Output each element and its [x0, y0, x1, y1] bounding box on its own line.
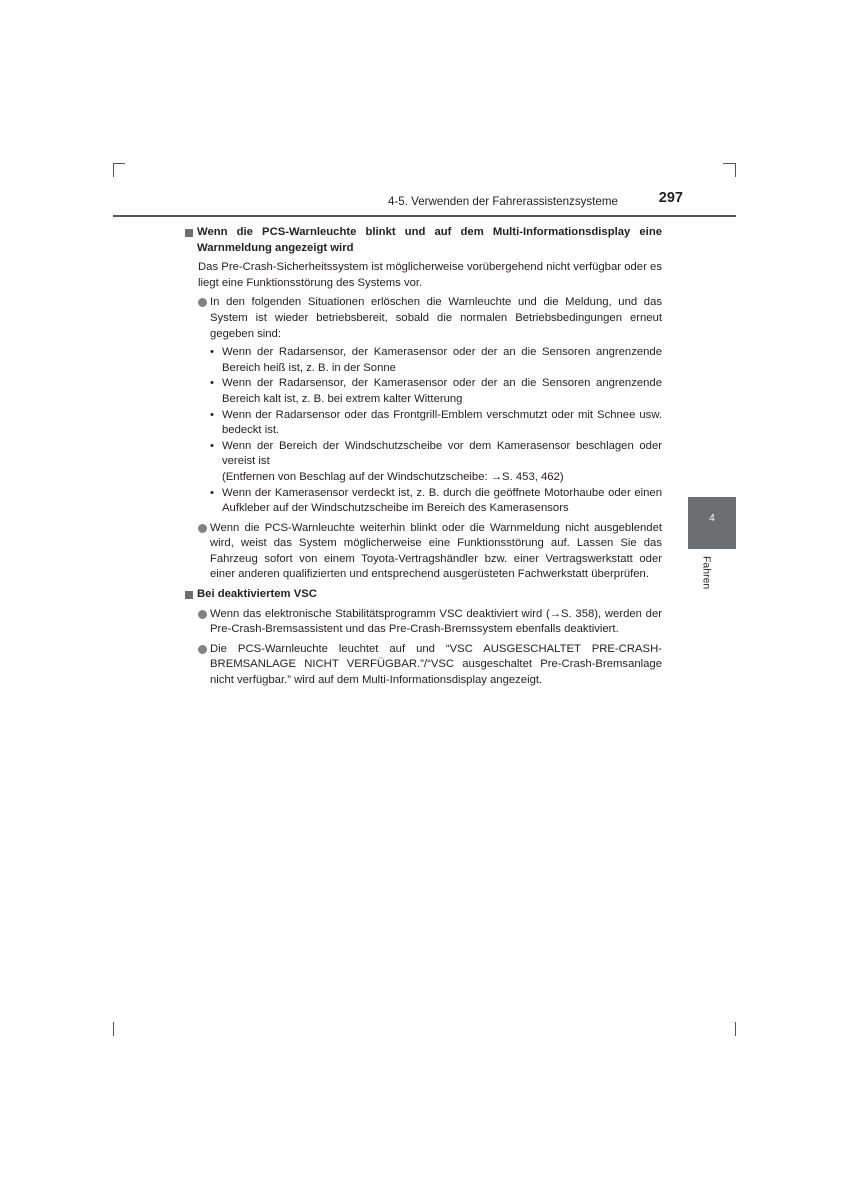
sub-list-item-text: Wenn der Radarsensor, der Kamerasensor oder der an die Sensoren angrenzende Bereich kalt ist, z. B. bei extrem kalter Witterung	[222, 377, 662, 405]
chapter-label: Fahren	[700, 556, 713, 590]
chapter-tab	[688, 497, 736, 549]
dot-bullet-icon: •	[210, 408, 214, 421]
sub-list-item	[185, 486, 662, 517]
list-item	[185, 521, 662, 583]
sub-list-item	[185, 345, 662, 376]
sub-list-item-text: Wenn der Radarsensor, der Kamerasensor oder der an die Sensoren angrenzende Bereich heiß ist, z. B. in der Sonne	[222, 346, 662, 374]
page-reference-note: (Entfernen von Beschlag auf der Windschutzscheibe: →S. 453, 462)	[222, 470, 564, 483]
chapter-number: 4	[709, 513, 715, 524]
list-item-text: In den folgenden Situationen erlöschen die Warnleuchte und die Meldung, und das System ist wieder betriebsbereit, sobald die normalen Betriebsbedingungen erneut gegeben sind:	[210, 296, 662, 340]
crop-mark-top-left-h	[113, 163, 125, 164]
sub-list-item	[185, 376, 662, 407]
section-heading	[185, 587, 662, 603]
circle-bullet-icon	[198, 610, 207, 619]
sub-list-item-text: Wenn der Kamerasensor verdeckt ist, z. B. durch die geöffnete Motorhaube oder einen Aufkleber auf der Windschutzscheibe im Bereich des Kamerasensors	[222, 486, 662, 515]
list-item-text: Wenn das elektronische Stabilitätsprogramm VSC deaktiviert wird (→S. 358), werden der Pre-Crash-Bremsassistent und das Pre-Crash-Bremssystem ebenfalls deaktiviert.	[210, 607, 662, 636]
section-intro: Das Pre-Crash-Sicherheitssystem ist möglicherweise vorübergehend nicht verfügbar oder es liegt eine Funktionsstörung des Systems vor.	[198, 261, 662, 289]
sub-list-item-text: Wenn der Radarsensor oder das Frontgrill-Emblem verschmutzt oder mit Schnee usw. bedeckt ist.	[222, 408, 662, 437]
sub-list	[185, 345, 662, 517]
crop-mark-bottom-left	[113, 1022, 114, 1036]
list-item	[185, 295, 662, 342]
section-heading	[185, 225, 662, 256]
section-heading-text: Bei deaktiviertem VSC	[197, 588, 317, 601]
circle-bullet-icon	[198, 645, 207, 654]
header-rule	[113, 215, 736, 217]
dot-bullet-icon: •	[210, 486, 214, 499]
list-item-text: Wenn die PCS-Warnleuchte weiterhin blinkt oder die Warnmeldung nicht ausgeblendet wird, weist das System möglicherweise eine Funktionsstörung auf. Lassen Sie das Fahrzeug sofort von einem Toyota-Vertragshändler bzw. einer Vertragswerkstatt oder einer anderen qualifizierten und entsprechend ausgerüsteten Fachwerkstatt überprüfen.	[210, 521, 662, 581]
page-content	[185, 225, 662, 689]
square-bullet-icon	[185, 229, 193, 237]
crop-mark-bottom-right	[735, 1022, 736, 1036]
square-bullet-icon	[185, 591, 193, 599]
sub-list-item-text: Wenn der Bereich der Windschutzscheibe vor dem Kamerasensor beschlagen oder vereist ist	[222, 439, 662, 468]
circle-bullet-icon	[198, 298, 207, 307]
dot-bullet-icon: •	[210, 346, 214, 359]
circle-bullet-icon	[198, 524, 207, 533]
crop-mark-top-left-v	[113, 163, 114, 177]
section-title: 4-5. Verwenden der Fahrerassistenzsysteme	[387, 195, 618, 208]
list-item	[185, 607, 662, 638]
list-item-text: Die PCS-Warnleuchte leuchtet auf und “VSC AUSGESCHALTET PRE-CRASH-BREMSANLAGE NICHT VERFÜGBAR.”/“VSC ausgeschaltet Pre-Crash-Bremsanlage nicht verfügbar.” wird auf dem Multi-Informationsdisplay angezeigt.	[210, 642, 662, 687]
page-number: 297	[658, 190, 683, 206]
crop-mark-top-right-v	[735, 163, 736, 177]
sub-list-item	[185, 408, 662, 439]
sub-list-item	[185, 439, 662, 486]
crop-mark-top-right-h	[723, 163, 735, 164]
list-item	[185, 642, 662, 689]
dot-bullet-icon: •	[210, 377, 214, 390]
section-heading-text: Wenn die PCS-Warnleuchte blinkt und auf dem Multi-Informationsdisplay eine Warnmeldung angezeigt wird	[197, 226, 662, 254]
dot-bullet-icon: •	[210, 439, 214, 452]
